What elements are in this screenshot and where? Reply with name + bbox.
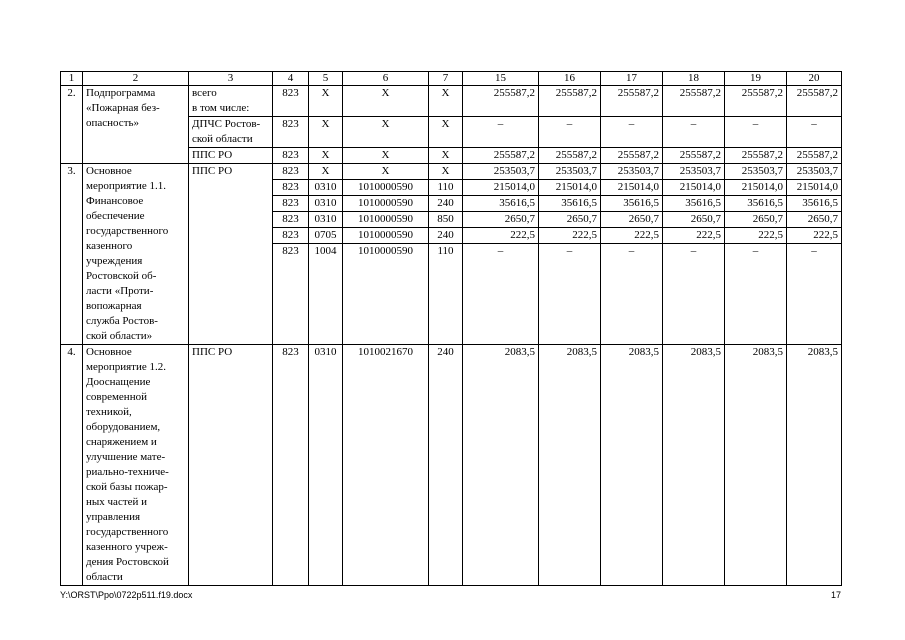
value-cell: 255587,2: [463, 86, 539, 117]
cell-line: государственного: [86, 526, 169, 538]
value-cell: 222,5: [601, 228, 663, 244]
table-row: [61, 86, 842, 117]
target-article-code: 1010000590: [343, 180, 429, 196]
cell-line: мероприятие 1.1.: [86, 180, 167, 192]
cell-line: оборудованием,: [86, 421, 161, 433]
expense-type-code: 240: [429, 345, 463, 586]
grbs-code: 823: [273, 180, 309, 196]
cell-line: ДПЧС Ростов-: [192, 118, 261, 130]
expense-type-code: 240: [429, 228, 463, 244]
expense-type-code: Х: [429, 117, 463, 148]
value-cell: 2083,5: [601, 345, 663, 586]
value-cell: 35616,5: [463, 196, 539, 212]
value-cell: 215014,0: [663, 180, 725, 196]
cell-line: Ростовской об-: [86, 270, 157, 282]
row-number: 2.: [61, 86, 83, 164]
cell-line: Подпрограмма: [86, 87, 156, 99]
row-name: [83, 86, 189, 164]
value-cell: 255587,2: [539, 148, 601, 164]
value-cell: 2083,5: [663, 345, 725, 586]
cell-line: «Пожарная без-: [86, 102, 160, 114]
value-cell: 2650,7: [463, 212, 539, 228]
grbs-code: 823: [273, 148, 309, 164]
value-cell: –: [787, 244, 842, 345]
value-cell: –: [539, 244, 601, 345]
cell-line: ласти «Проти-: [86, 285, 154, 297]
cell-line: ППС РО: [192, 149, 233, 161]
executor-cell: [189, 117, 273, 148]
cell-line: техникой,: [86, 406, 132, 418]
cell-line: ных частей и: [86, 496, 148, 508]
target-article-code: Х: [343, 148, 429, 164]
section-code: 0310: [309, 345, 343, 586]
value-cell: 255587,2: [725, 148, 787, 164]
cell-line: дения Ростовской: [86, 556, 169, 568]
value-cell: 253503,7: [663, 164, 725, 180]
grbs-code: 823: [273, 244, 309, 345]
value-cell: 35616,5: [787, 196, 842, 212]
cell-line: снаряжением и: [86, 436, 157, 448]
cell-line: ППС РО: [192, 346, 233, 358]
cell-line: Финансовое: [86, 195, 144, 207]
cell-line: в том числе:: [192, 102, 250, 114]
grbs-code: 823: [273, 86, 309, 117]
section-code: 0310: [309, 180, 343, 196]
value-cell: –: [539, 117, 601, 148]
executor-cell: [189, 148, 273, 164]
value-cell: 253503,7: [539, 164, 601, 180]
value-cell: 2650,7: [663, 212, 725, 228]
cell-line: риально-техниче-: [86, 466, 169, 478]
section-code: 0705: [309, 228, 343, 244]
target-article-code: 1010000590: [343, 212, 429, 228]
value-cell: 215014,0: [539, 180, 601, 196]
executor-cell: [189, 86, 273, 117]
section-code: Х: [309, 86, 343, 117]
value-cell: 255587,2: [539, 86, 601, 117]
value-cell: –: [787, 117, 842, 148]
value-cell: 35616,5: [663, 196, 725, 212]
value-cell: –: [463, 117, 539, 148]
grbs-code: 823: [273, 196, 309, 212]
value-cell: 222,5: [463, 228, 539, 244]
cell-line: обеспечение: [86, 210, 145, 222]
value-cell: 253503,7: [601, 164, 663, 180]
header-cell: 7: [429, 72, 463, 86]
value-cell: 215014,0: [601, 180, 663, 196]
header-cell: 18: [663, 72, 725, 86]
cell-line: Дооснащение: [86, 376, 151, 388]
grbs-code: 823: [273, 345, 309, 586]
row-name: [83, 345, 189, 586]
table-row: [61, 164, 842, 180]
expense-type-code: Х: [429, 86, 463, 117]
value-cell: 35616,5: [601, 196, 663, 212]
budget-table: [60, 71, 842, 586]
cell-line: Основное: [86, 346, 132, 358]
cell-line: управления: [86, 511, 141, 523]
cell-line: ской базы пожар-: [86, 481, 168, 493]
value-cell: 215014,0: [787, 180, 842, 196]
cell-line: учреждения: [86, 255, 143, 267]
value-cell: 255587,2: [787, 148, 842, 164]
value-cell: 255587,2: [463, 148, 539, 164]
row-number: 3.: [61, 164, 83, 345]
executor-cell: [189, 164, 273, 345]
section-code: 0310: [309, 196, 343, 212]
header-cell: 19: [725, 72, 787, 86]
target-article-code: Х: [343, 86, 429, 117]
section-code: Х: [309, 164, 343, 180]
value-cell: –: [725, 244, 787, 345]
cell-line: казенного учреж-: [86, 541, 168, 553]
header-cell: 1: [61, 72, 83, 86]
cell-line: ППС РО: [192, 165, 233, 177]
value-cell: 35616,5: [725, 196, 787, 212]
value-cell: –: [601, 117, 663, 148]
page-number: 17: [830, 590, 841, 600]
value-cell: 222,5: [539, 228, 601, 244]
grbs-code: 823: [273, 212, 309, 228]
value-cell: 253503,7: [463, 164, 539, 180]
executor-cell: [189, 345, 273, 586]
section-code: Х: [309, 148, 343, 164]
section-code: 1004: [309, 244, 343, 345]
value-cell: 255587,2: [663, 86, 725, 117]
value-cell: –: [601, 244, 663, 345]
value-cell: 255587,2: [787, 86, 842, 117]
expense-type-code: Х: [429, 164, 463, 180]
expense-type-code: 110: [429, 244, 463, 345]
value-cell: 215014,0: [725, 180, 787, 196]
value-cell: 222,5: [787, 228, 842, 244]
value-cell: –: [725, 117, 787, 148]
target-article-code: 1010021670: [343, 345, 429, 586]
header-cell: 2: [83, 72, 189, 86]
expense-type-code: Х: [429, 148, 463, 164]
header-cell: 6: [343, 72, 429, 86]
target-article-code: 1010000590: [343, 196, 429, 212]
section-code: Х: [309, 117, 343, 148]
expense-type-code: 850: [429, 212, 463, 228]
cell-line: ской области»: [86, 330, 153, 342]
header-cell: 3: [189, 72, 273, 86]
footer-file-path: Y:\ORST\Ppo\0722p511.f19.docx: [60, 590, 193, 600]
value-cell: 2650,7: [539, 212, 601, 228]
cell-line: мероприятие 1.2.: [86, 361, 167, 373]
value-cell: 2083,5: [539, 345, 601, 586]
value-cell: 255587,2: [601, 148, 663, 164]
header-cell: 4: [273, 72, 309, 86]
grbs-code: 823: [273, 117, 309, 148]
grbs-code: 823: [273, 164, 309, 180]
value-cell: 35616,5: [539, 196, 601, 212]
value-cell: 255587,2: [601, 86, 663, 117]
value-cell: 222,5: [725, 228, 787, 244]
header-cell: 20: [787, 72, 842, 86]
header-row: [61, 72, 842, 86]
target-article-code: 1010000590: [343, 228, 429, 244]
value-cell: 253503,7: [725, 164, 787, 180]
cell-line: казенного: [86, 240, 133, 252]
value-cell: –: [663, 244, 725, 345]
value-cell: 253503,7: [787, 164, 842, 180]
section-code: 0310: [309, 212, 343, 228]
grbs-code: 823: [273, 228, 309, 244]
value-cell: 2650,7: [601, 212, 663, 228]
header-cell: 16: [539, 72, 601, 86]
cell-line: области: [86, 571, 123, 583]
value-cell: 2083,5: [463, 345, 539, 586]
row-name: [83, 164, 189, 345]
cell-line: служба Ростов-: [86, 315, 158, 327]
row-number: 4.: [61, 345, 83, 586]
cell-line: современной: [86, 391, 147, 403]
cell-line: ской области: [192, 133, 253, 145]
header-cell: 15: [463, 72, 539, 86]
value-cell: –: [663, 117, 725, 148]
value-cell: 255587,2: [663, 148, 725, 164]
value-cell: 2083,5: [787, 345, 842, 586]
expense-type-code: 110: [429, 180, 463, 196]
expense-type-code: 240: [429, 196, 463, 212]
target-article-code: 1010000590: [343, 244, 429, 345]
value-cell: 215014,0: [463, 180, 539, 196]
cell-line: улучшение мате-: [86, 451, 166, 463]
value-cell: 255587,2: [725, 86, 787, 117]
cell-line: государственного: [86, 225, 169, 237]
cell-line: Основное: [86, 165, 132, 177]
cell-line: вопожарная: [86, 300, 142, 312]
header-cell: 17: [601, 72, 663, 86]
cell-line: опасность»: [86, 117, 140, 129]
value-cell: 2650,7: [787, 212, 842, 228]
value-cell: –: [463, 244, 539, 345]
target-article-code: Х: [343, 164, 429, 180]
value-cell: 2083,5: [725, 345, 787, 586]
table-row: [61, 345, 842, 586]
cell-line: всего: [192, 87, 217, 99]
header-cell: 5: [309, 72, 343, 86]
target-article-code: Х: [343, 117, 429, 148]
value-cell: 222,5: [663, 228, 725, 244]
value-cell: 2650,7: [725, 212, 787, 228]
